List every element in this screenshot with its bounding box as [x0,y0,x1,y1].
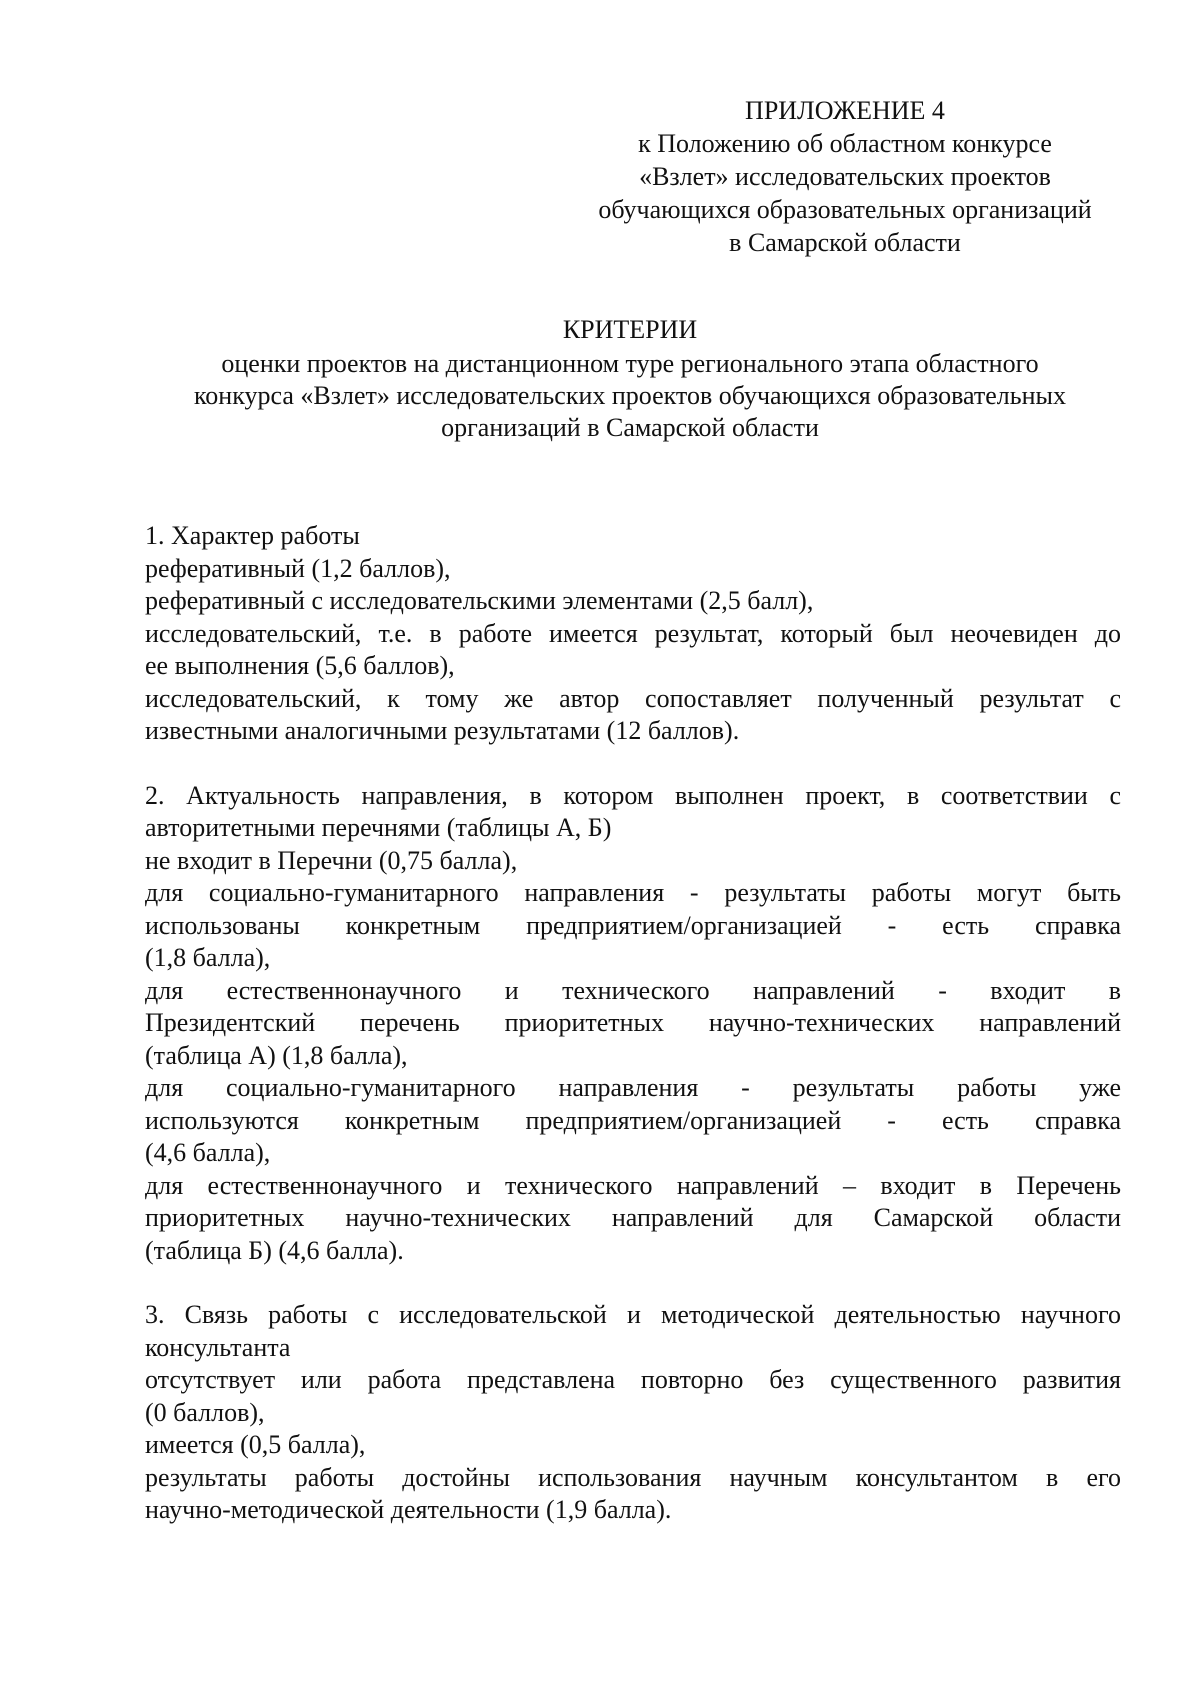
criterion-section-2 [145,780,1121,1268]
criterion-option-cont: (таблица А) (1,8 балла), [145,1040,408,1070]
criterion-section-1 [145,520,1121,748]
criterion-option-cont: использованы конкретным предприятием/организацией - есть справка [145,910,1121,940]
section-heading: 2. Актуальность направления, в котором выполнен проект, в соответствии с [145,780,1121,810]
criteria-subtitle-line: организаций в Самарской области [441,413,819,442]
criterion-option-cont: известными аналогичными результатами (12 баллов). [145,716,740,745]
criteria-title: КРИТЕРИИ [562,315,698,344]
criterion-option: для социально-гуманитарного направления - результаты работы могут быть [145,878,1121,907]
criterion-option: реферативный с исследовательскими элементами (2,5 балл), [145,586,814,615]
criterion-option-cont: (0 баллов), [145,1397,265,1427]
criterion-option-cont: (1,8 балла), [145,943,271,972]
criteria-subtitle-line: конкурса «Взлет» исследовательских проектов обучающихся образовательных [193,381,1066,410]
criterion-option-cont: приоритетных научно-технических направлений для Самарской области [145,1203,1121,1232]
annex-line: обучающихся образовательных организаций [598,195,1092,224]
criterion-option: имеется (0,5 балла), [145,1430,366,1459]
criterion-option-cont: используются конкретным предприятием/организацией - есть справка [145,1105,1121,1135]
criterion-option: для социально-гуманитарного направления - результаты работы уже [145,1073,1121,1102]
criteria-heading [140,314,1120,444]
section-heading-cont: консультанта [145,1332,291,1362]
criterion-option: исследовательский, к тому же автор сопоставляет полученный результат с [145,683,1121,713]
criterion-option-cont: Президентский перечень приоритетных научно-технических направлений [145,1008,1121,1037]
section-heading: 1. Характер работы [145,521,360,550]
section-heading: 3. Связь работы с исследовательской и методической деятельностью научного [145,1300,1121,1329]
criterion-option: не входит в Перечни (0,75 балла), [145,845,518,875]
criterion-option: отсутствует или работа представлена повторно без существенного развития [145,1365,1121,1394]
criterion-option: исследовательский, т.е. в работе имеется результат, который был неочевиден до [145,618,1121,648]
annex-line: в Самарской области [729,228,961,257]
criteria-subtitle-line: оценки проектов на дистанционном туре регионального этапа областного [221,349,1039,378]
criterion-section-3 [145,1299,1121,1527]
annex-line: «Взлет» исследовательских проектов [639,162,1051,191]
criterion-option: реферативный (1,2 баллов), [145,553,451,583]
annex-line: к Положению об областном конкурсе [638,129,1052,158]
criterion-option: результаты работы достойны использования научным консультантом в его [145,1462,1121,1492]
criterion-option-cont: (4,6 балла), [145,1138,271,1167]
criterion-option-cont: ее выполнения (5,6 баллов), [145,651,455,680]
annex-title: ПРИЛОЖЕНИЕ 4 [745,96,945,125]
section-heading-cont: авторитетными перечнями (таблицы А, Б) [145,813,612,842]
criterion-option: для естественнонаучного и технического направлений – входит в Перечень [145,1170,1121,1200]
criterion-option: для естественнонаучного и технического направлений - входит в [145,975,1121,1005]
criterion-option-cont: научно-методической деятельности (1,9 балла). [145,1495,672,1524]
annex-header [560,94,1130,259]
criterion-option-cont: (таблица Б) (4,6 балла). [145,1235,404,1265]
criteria-body [145,520,1121,1559]
